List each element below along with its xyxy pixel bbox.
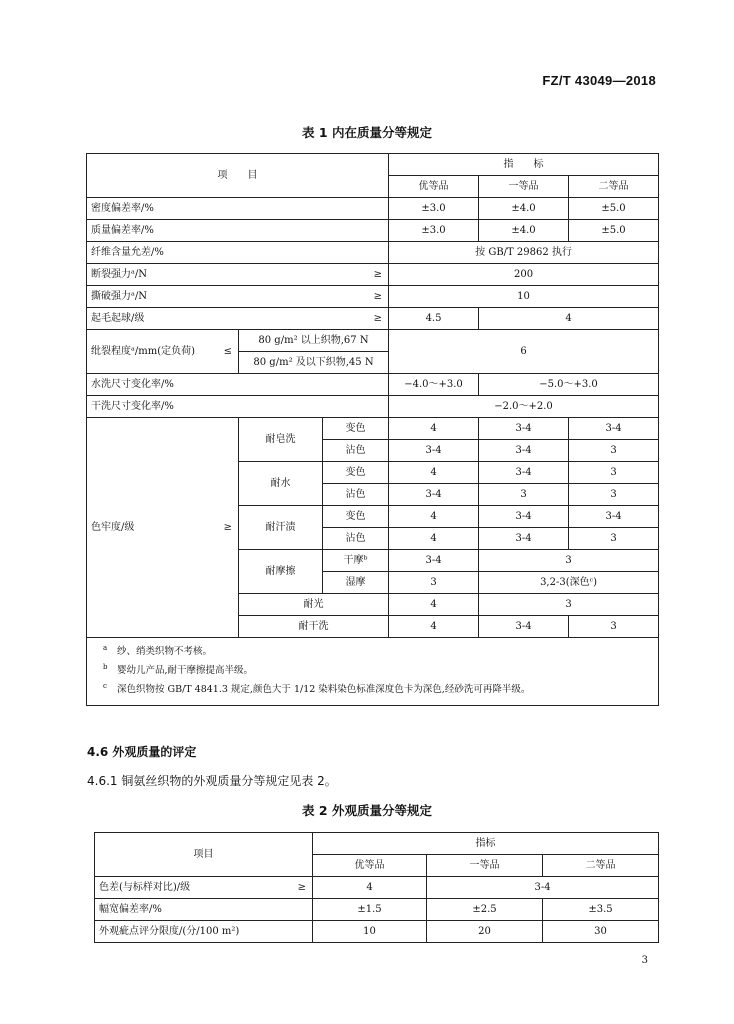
cell-value: 200 — [389, 264, 659, 286]
table-row — [87, 638, 659, 706]
cell-value: 3 — [569, 528, 659, 550]
row-label: 干洗尺寸变化率/% — [87, 396, 389, 418]
footnote-text: 婴幼儿产品,耐干摩擦提高半级。 — [117, 665, 254, 676]
row-label — [87, 264, 389, 286]
cell-value: 3-4 — [389, 550, 479, 572]
table2-title: 表 2 外观质量分等规定 — [302, 803, 432, 818]
table2-index-header: 指标 — [313, 833, 659, 855]
cell-value: 3 — [389, 572, 479, 594]
table-row — [87, 242, 659, 264]
cell-value: 3-4 — [569, 418, 659, 440]
cell-value: 6 — [389, 330, 659, 374]
row-label — [87, 308, 389, 330]
grade-header: 优等品 — [313, 855, 427, 877]
ge-symbol: ≥ — [373, 313, 383, 324]
sub-label: 沾色 — [323, 484, 389, 506]
grade-header: 优等品 — [389, 176, 479, 198]
page-number: 3 — [641, 955, 648, 966]
table-row — [87, 396, 659, 418]
row-label — [95, 877, 313, 899]
cell-value: 3-4 — [479, 462, 569, 484]
slip-condition: 80 g/m² 以上织物,67 N — [239, 330, 389, 352]
table-row — [87, 286, 659, 308]
row-label — [87, 418, 239, 638]
cell-value: ±3.5 — [543, 899, 659, 921]
row-label: 水洗尺寸变化率/% — [87, 374, 389, 396]
ge-symbol: ≥ — [373, 291, 383, 302]
cell-value: 4 — [313, 877, 427, 899]
cell-value: 3 — [479, 594, 659, 616]
section-heading-4-6: 4.6 外观质量的评定 — [87, 745, 197, 759]
table-row — [87, 308, 659, 330]
cell-value: 20 — [427, 921, 543, 943]
cell-value: 3 — [479, 550, 659, 572]
standard-code: FZ/T 43049—2018 — [542, 73, 656, 88]
cell-value: 3-4 — [479, 418, 569, 440]
table-row — [87, 264, 659, 286]
section-text-4-6-1: 4.6.1 铜氨丝织物的外观质量分等规定见表 2。 — [87, 774, 337, 788]
cell-value: 4 — [389, 528, 479, 550]
sub-label: 耐干洗 — [239, 616, 389, 638]
cell-value: ±3.0 — [389, 220, 479, 242]
cell-value: 按 GB/T 29862 执行 — [389, 242, 659, 264]
cell-value: 10 — [313, 921, 427, 943]
table1-title: 表 1 内在质量分等规定 — [302, 125, 432, 140]
table-row — [87, 154, 659, 176]
footnote-text: 深色织物按 GB/T 4841.3 规定,颜色大于 1/12 染料染色标准深度色卡为深色,经砂洗可再降半级。 — [117, 684, 531, 695]
table-row — [95, 899, 659, 921]
cell-value: 3 — [569, 440, 659, 462]
label-text: 起毛起球/级 — [91, 313, 145, 324]
cell-value: −5.0～+3.0 — [479, 374, 659, 396]
row-label — [87, 330, 239, 374]
table-row — [87, 198, 659, 220]
sub-label: 变色 — [323, 506, 389, 528]
cell-value: ±4.0 — [479, 220, 569, 242]
table1-item-header: 项 目 — [87, 154, 389, 198]
table-row — [87, 418, 659, 440]
grade-header: 一等品 — [479, 176, 569, 198]
label-text: 撕破强力ᵃ/N — [91, 291, 147, 302]
cell-value: 3-4 — [389, 484, 479, 506]
sub-label: 耐摩擦 — [239, 550, 323, 594]
sub-label: 干摩ᵇ — [323, 550, 389, 572]
cell-value: 30 — [543, 921, 659, 943]
footnote-text: 纱、绡类织物不考核。 — [117, 646, 213, 657]
label-text: 纰裂程度ᵃ/mm(定负荷) — [91, 346, 195, 357]
cell-value: 3,2-3(深色ᶜ) — [479, 572, 659, 594]
sub-label: 变色 — [323, 418, 389, 440]
row-label: 幅宽偏差率/% — [95, 899, 313, 921]
table2-item-header: 项目 — [95, 833, 313, 877]
cell-value: ±4.0 — [479, 198, 569, 220]
table-row — [95, 877, 659, 899]
row-label: 质量偏差率/% — [87, 220, 389, 242]
cell-value: ±5.0 — [569, 220, 659, 242]
row-label: 外观疵点评分限度/(分/100 m²) — [95, 921, 313, 943]
slip-condition: 80 g/m² 及以下织物,45 N — [239, 352, 389, 374]
cell-value: 3 — [569, 462, 659, 484]
table1 — [86, 153, 659, 706]
table-row — [87, 374, 659, 396]
footnote: c 深色织物按 GB/T 4841.3 规定,颜色大于 1/12 染料染色标准深度色卡为深色,经砂洗可再降半级。 — [103, 681, 531, 695]
grade-header: 一等品 — [427, 855, 543, 877]
footnote: b 婴幼儿产品,耐干摩擦提高半级。 — [103, 662, 254, 676]
cell-value: ±3.0 — [389, 198, 479, 220]
cell-value: −2.0～+2.0 — [389, 396, 659, 418]
ge-symbol: ≥ — [223, 522, 232, 533]
label-text: 色牢度/级 — [91, 522, 135, 533]
row-label — [87, 286, 389, 308]
table1-notes — [87, 638, 659, 706]
ge-symbol: ≥ — [297, 882, 306, 893]
cell-value: 10 — [389, 286, 659, 308]
cell-value: 4 — [389, 462, 479, 484]
cell-value: 4 — [389, 418, 479, 440]
row-label: 密度偏差率/% — [87, 198, 389, 220]
cell-value: ±1.5 — [313, 899, 427, 921]
le-symbol: ≤ — [223, 346, 232, 357]
cell-value: 3 — [569, 616, 659, 638]
sub-label: 湿摩 — [323, 572, 389, 594]
cell-value: 3-4 — [479, 506, 569, 528]
ge-symbol: ≥ — [373, 269, 383, 280]
cell-value: 4.5 — [389, 308, 479, 330]
cell-value: 3 — [569, 484, 659, 506]
cell-value: 4 — [389, 506, 479, 528]
sub-label: 沾色 — [323, 440, 389, 462]
row-label: 纤维含量允差/% — [87, 242, 389, 264]
cell-value: 3-4 — [427, 877, 659, 899]
cell-value: 4 — [389, 594, 479, 616]
table-row — [87, 220, 659, 242]
cell-value: ±5.0 — [569, 198, 659, 220]
cell-value: 4 — [389, 616, 479, 638]
table-row — [95, 921, 659, 943]
label-text: 色差(与标样对比)/级 — [99, 882, 191, 893]
footnote: a 纱、绡类织物不考核。 — [103, 643, 213, 657]
label-text: 断裂强力ᵃ/N — [91, 269, 147, 280]
grade-header: 二等品 — [569, 176, 659, 198]
sub-label: 耐皂洗 — [239, 418, 323, 462]
sub-label: 变色 — [323, 462, 389, 484]
table2 — [94, 832, 659, 943]
cell-value: 4 — [479, 308, 659, 330]
table1-index-header: 指 标 — [389, 154, 659, 176]
cell-value: 3-4 — [479, 616, 569, 638]
sub-label: 耐汗渍 — [239, 506, 323, 550]
cell-value: 3-4 — [479, 440, 569, 462]
sub-label: 耐水 — [239, 462, 323, 506]
sub-label: 沾色 — [323, 528, 389, 550]
table-row — [95, 833, 659, 855]
cell-value: ±2.5 — [427, 899, 543, 921]
cell-value: −4.0～+3.0 — [389, 374, 479, 396]
sub-label: 耐光 — [239, 594, 389, 616]
cell-value: 3 — [479, 484, 569, 506]
cell-value: 3-4 — [569, 506, 659, 528]
cell-value: 3-4 — [479, 528, 569, 550]
grade-header: 二等品 — [543, 855, 659, 877]
table-row — [87, 330, 659, 352]
cell-value: 3-4 — [389, 440, 479, 462]
